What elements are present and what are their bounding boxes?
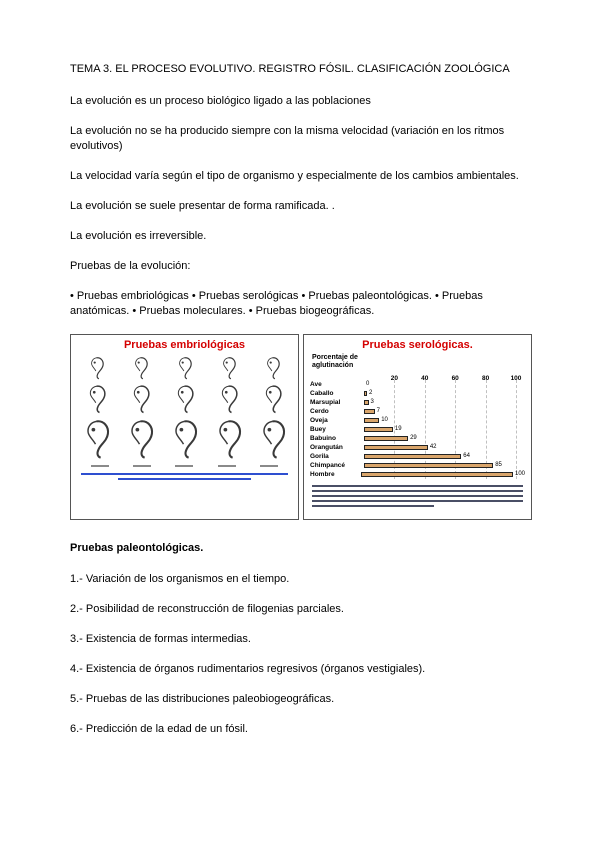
embryo-figure [258,418,287,460]
embryo-column-labels [79,465,290,467]
serology-bar [364,454,461,459]
list-item: 5.- Pruebas de las distribuciones paleobiogeográficas. [70,693,335,705]
serology-bar-value: 7 [376,408,380,414]
serology-bar-value: 10 [381,417,388,423]
serology-category-label: Buey [310,426,326,433]
embryo-figure [82,418,111,460]
paragraph: La evolución se suele presentar de forma ramificada. . [70,200,335,212]
caption-line [81,473,288,475]
embryo-panel-title: Pruebas embriológicas [123,339,246,351]
caption-line [312,490,523,492]
axis-tick-label: 100 [510,375,522,382]
embryo-column-label [260,465,278,467]
embryo-column-label [133,465,151,467]
embryo-figure [220,356,237,380]
embryo-row [75,418,294,460]
embryo-figure [130,384,151,414]
list-item: 6.- Predicción de la edad de un fósil. [70,723,248,735]
serology-caption [312,485,523,507]
embryo-figure [132,356,149,380]
serology-category-label: Orangután [310,444,343,451]
serology-bar [364,463,493,468]
axis-tick-label: 20 [390,375,399,382]
serology-bar-value: 19 [394,426,402,432]
embryo-figure [218,384,239,414]
serology-bar-value: 42 [429,444,437,450]
paragraph: La evolución es un proceso biológico ligado a las poblaciones [70,95,371,107]
serology-category-label: Ave [310,381,322,388]
serology-bar [364,436,408,441]
serology-category-label: Cerdo [310,408,329,415]
embryo-figure [88,356,105,380]
paragraph: La evolución no se ha producido siempre con la misma velocidad (variación en los ritmos evolutivos) [70,125,505,152]
section-heading: Pruebas paleontológicas. [70,542,204,554]
embryo-column-label [218,465,236,467]
serology-bar-value: 85 [495,462,502,468]
serology-category-label: Marsupial [310,399,341,406]
serology-category-label: Oveja [310,417,328,424]
serology-ticks [364,371,522,382]
serology-bar-value: 29 [410,435,417,441]
list-item: 3.- Existencia de formas intermedias. [70,633,251,645]
serology-category-label: Chimpancé [310,462,346,469]
embryo-row [75,384,294,414]
caption-line [312,495,523,497]
serology-bar [364,400,369,405]
embryo-caption [81,473,288,480]
paragraph: • Pruebas embriológicas • Pruebas serológicas • Pruebas paleontológicas. • Pruebas anatómicas. • Pruebas moleculares. • Pruebas biogeográficas. [70,290,483,317]
serology-panel-title: Pruebas serológicas. [362,339,473,351]
embryo-figure [262,384,283,414]
list-item: 2.- Posibilidad de reconstrucción de filogenias parciales. [70,603,344,615]
serology-category-label: Hombre [310,471,335,478]
caption-line [312,505,434,507]
embryo-row [75,356,294,380]
embryo-figure [174,384,195,414]
serology-bar-value: 3 [370,399,374,405]
list-item: 1.- Variación de los organismos en el tiempo. [70,573,290,585]
caption-line [118,478,250,480]
axis-tick-label: 40 [421,375,429,382]
serology-bar-value: 100 [514,471,525,477]
paragraph: La evolución es irreversible. [70,230,207,242]
list-item: 4.- Existencia de órganos rudimentarios regresivos (órganos vestigiales). [70,663,426,675]
figure-row [70,334,532,520]
embryo-figure [214,418,243,460]
embryo-grid [71,356,298,460]
serology-bar [361,472,513,477]
serology-bar [364,418,379,423]
embryo-figure [176,356,193,380]
serology-bar-value: 0 [366,381,370,387]
serology-category-label: Gorila [310,453,329,460]
serology-bar-value: 2 [369,390,373,396]
serology-bar [364,445,428,450]
axis-tick-label: 60 [451,375,459,382]
paragraph: La velocidad varía según el tipo de organismo y especialmente de los cambios ambientales. [70,170,519,182]
embryo-panel [70,334,299,520]
serology-panel [303,334,532,520]
serology-category-label: Babuino [310,435,336,442]
serology-bar [364,391,367,396]
caption-line [312,500,523,502]
embryo-figure [264,356,281,380]
embryo-figure [126,418,155,460]
axis-tick-label: 80 [481,375,490,382]
embryo-column-label [175,465,193,467]
serology-category-label: Caballo [310,390,334,397]
caption-line [312,485,523,487]
serology-bar [364,409,375,414]
serology-bar-value: 64 [463,453,470,459]
serology-axis-label: Porcentaje de aglutinación [312,354,358,369]
embryo-column-label [91,465,109,467]
embryo-figure [170,418,199,460]
serology-rows [310,380,525,479]
document-title: TEMA 3. EL PROCESO EVOLUTIVO. REGISTRO FÓSIL. CLASIFICACIÓN ZOOLÓGICA [70,63,510,75]
paragraph: Pruebas de la evolución: [70,260,191,272]
embryo-figure [86,384,107,414]
serology-bar [364,427,393,432]
